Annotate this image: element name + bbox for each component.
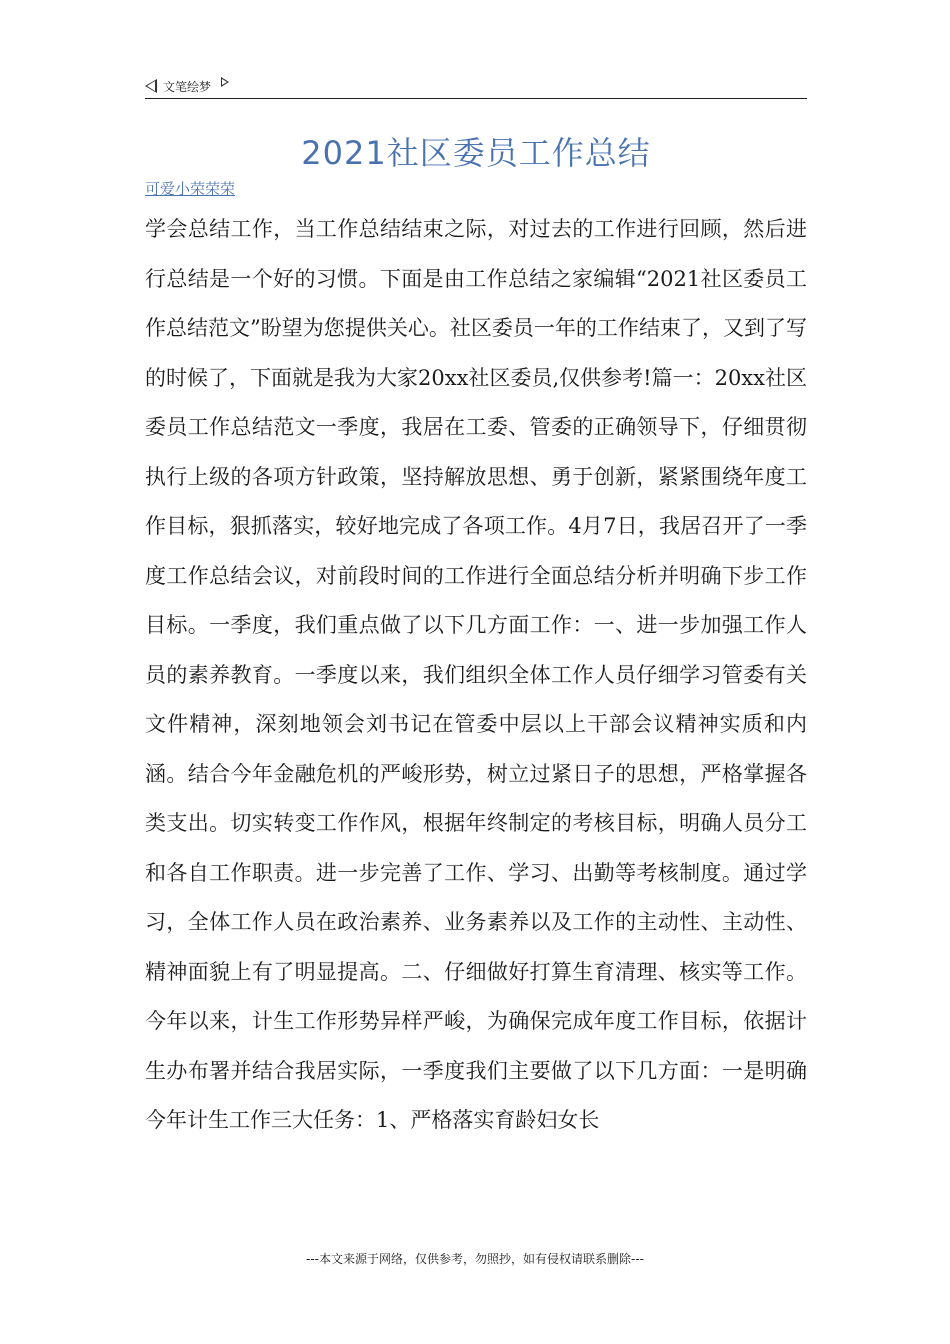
triangle-right-outline-icon — [221, 77, 229, 87]
header-brand: 文笔绘梦 — [163, 79, 212, 94]
document-body: 学会总结工作，当工作总结结束之际，对过去的工作进行回顾，然后进行总结是一个好的习惯。下面是由工作总结之家编辑“2021社区委员工作总结范文”盼望为您提供关心。社区委员一年的工作结束了，又到了写的时候了，下面就是我为大家20xx社区委员,仅供参考!篇一：20xx社区委员工作总结范文一季度，我居在工委、管委的正确领导下，仔细贯彻执行上级的各项方针政策，坚持解放思想、勇于创新，紧紧围绕年度工作目标，狠抓落实，较好地完成了各项工作。4月7日，我居召开了一季度工作总结会议，对前段时间的工作进行全面总结分析并明确下步工作目标。一季度，我们重点做了以下几方面工作：一、进一步加强工作人员的素养教育。一季度以来，我们组织全体工作人员仔细学习管委有关文件精神，深刻地领会刘书记在管委中层以上干部会议精神实质和内涵。结合今年金融危机的严峻形势，树立过紧日子的思想，严格掌握各类支出。切实转变工作作风，根据年终制定的考核目标，明确人员分工和各自工作职责。进一步完善了工作、学习、出勤等考核制度。通过学习，全体工作人员在政治素养、业务素养以及工作的主动性、主动性、精神面貌上有了明显提高。二、仔细做好打算生育清理、核实等工作。今年以来，计生工作形势异样严峻，为确保完成年度工作目标，依据计生办布署并结合我居实际，一季度我们主要做了以下几方面：一是明确今年计生工作三大任务：1、严格落实育龄妇女长 — [145, 217, 807, 1132]
page-footer: ---本文来源于网络，仅供参考，勿照抄，如有侵权请联系删除--- — [306, 1252, 644, 1266]
page-header — [145, 74, 807, 99]
triangle-left-outline-icon — [145, 79, 157, 93]
document-title: 2021社区委员工作总结 — [301, 134, 651, 172]
author-link[interactable]: 可爱小荣荣荣 — [145, 180, 236, 198]
